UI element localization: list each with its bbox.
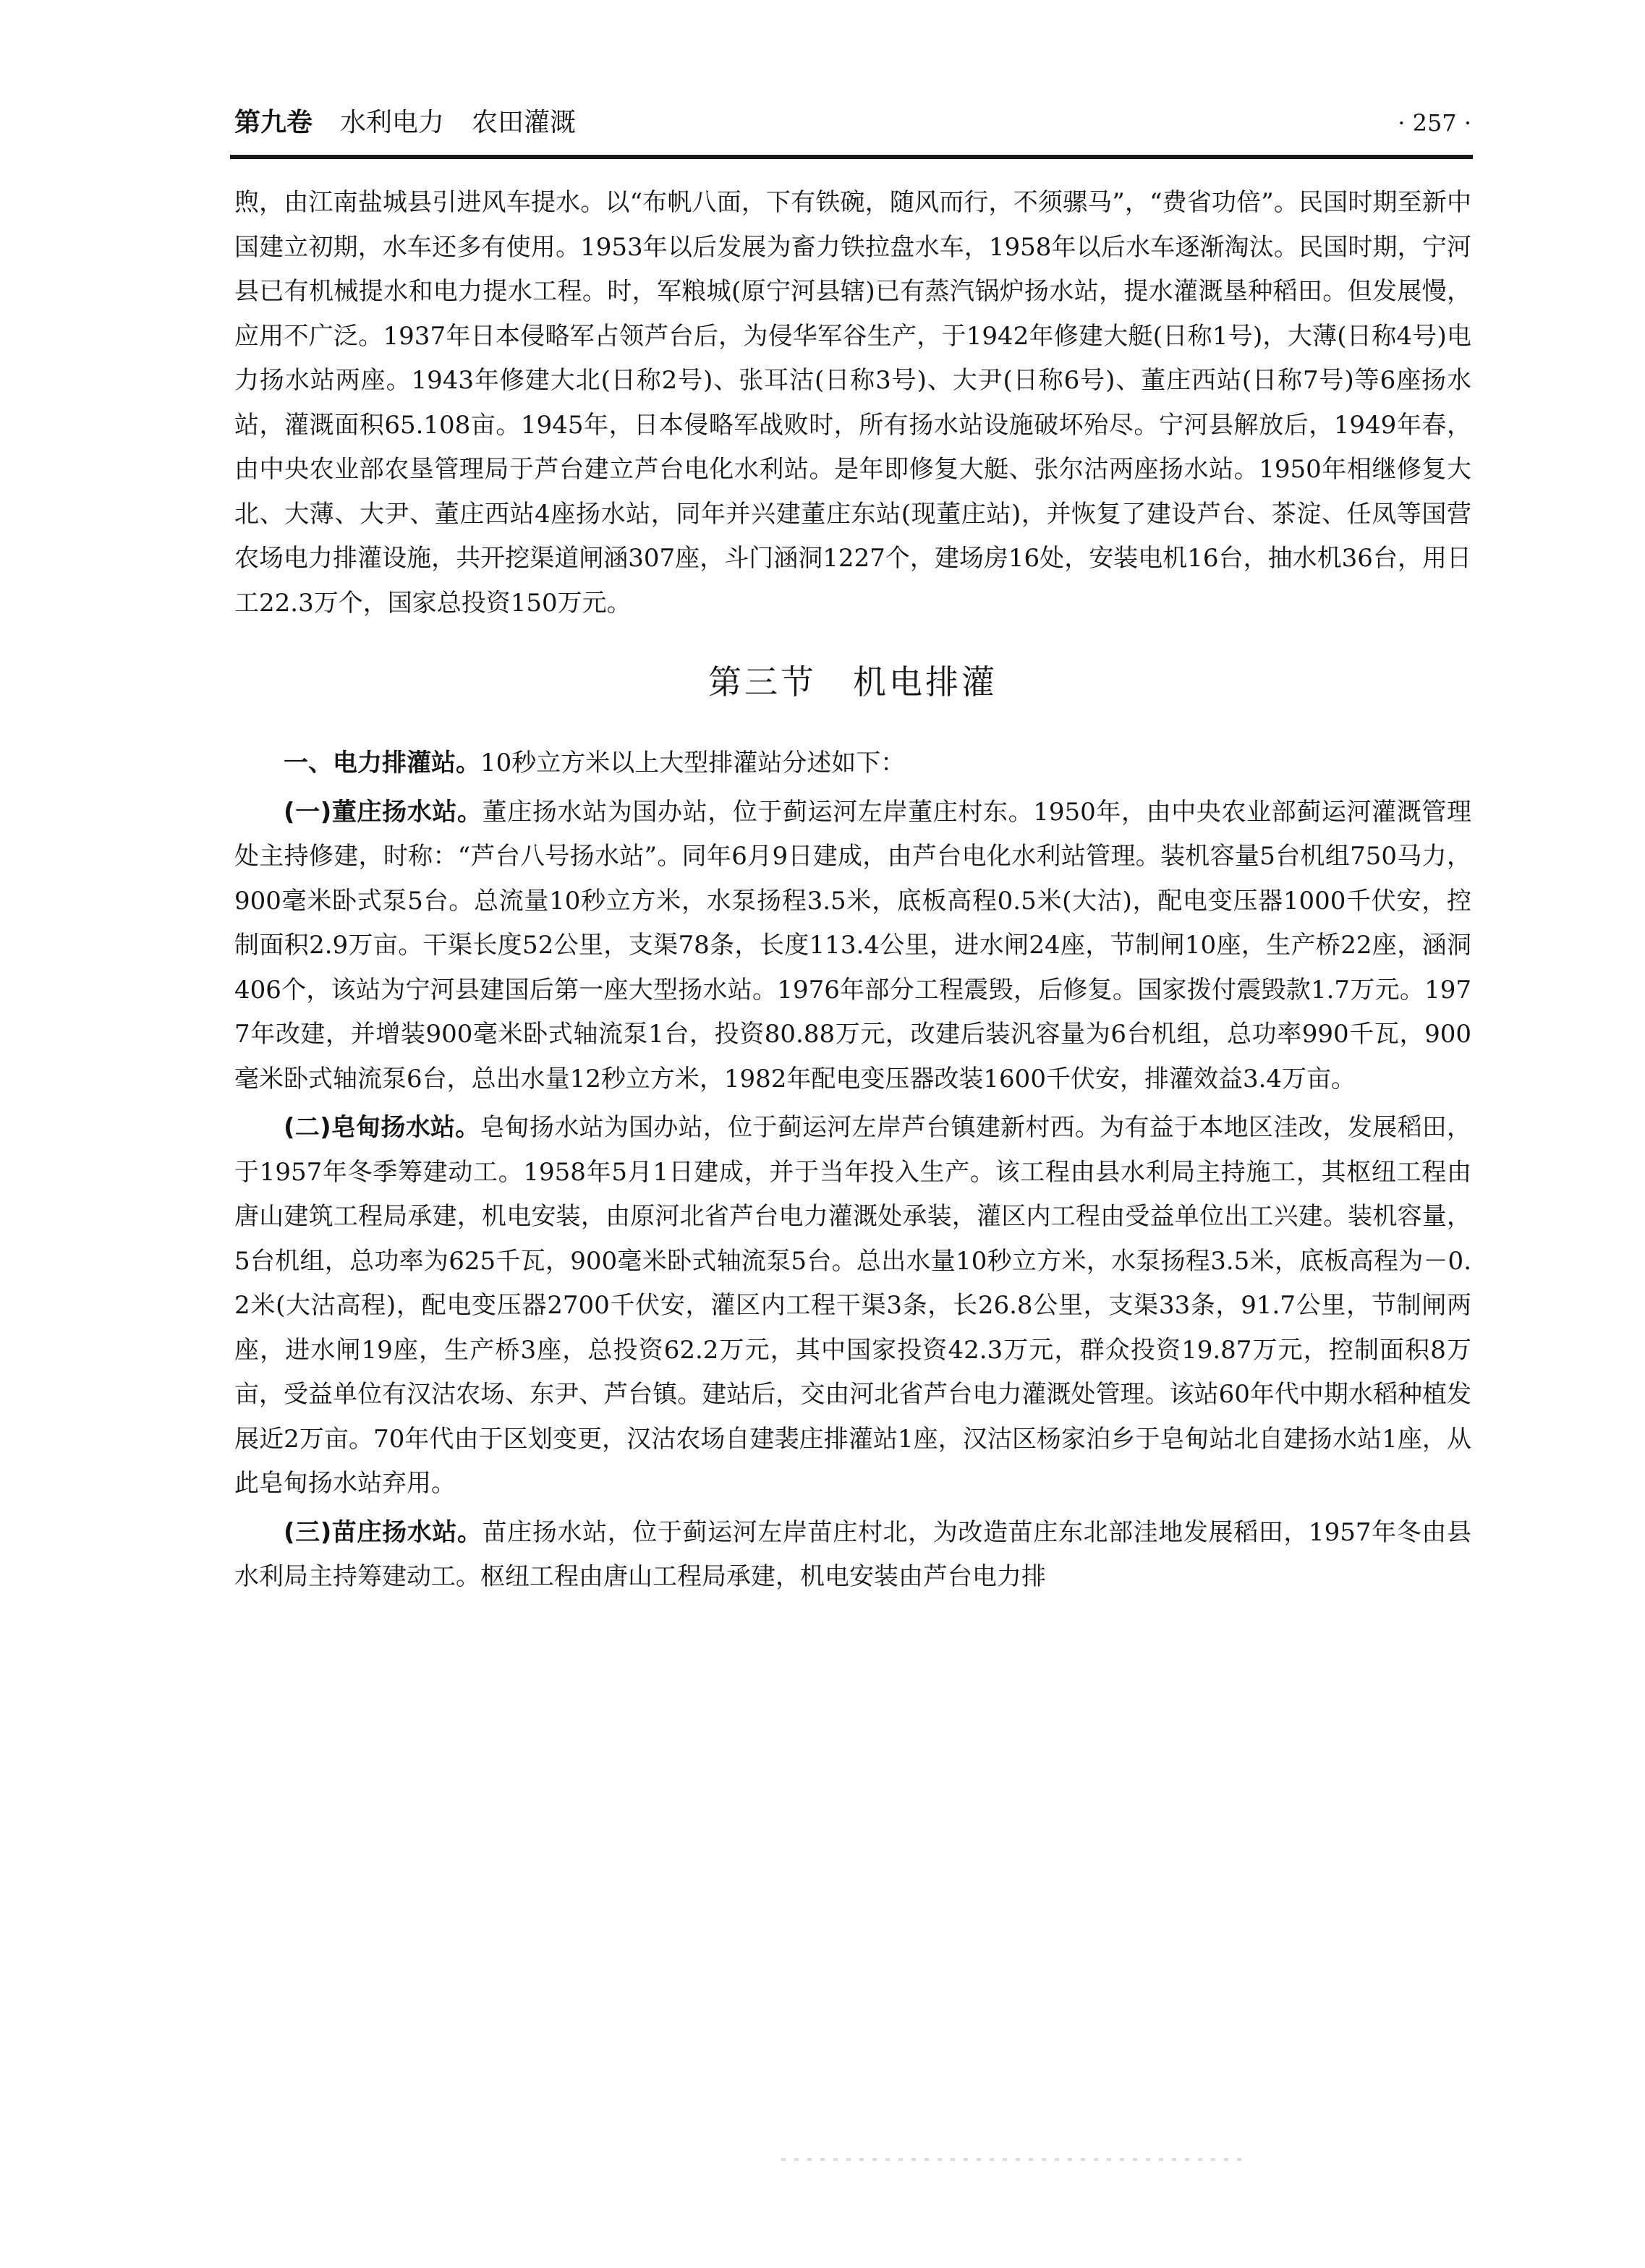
page-header — [234, 101, 1471, 145]
subsection-one-paragraph — [234, 741, 1471, 786]
scan-artifact — [781, 2158, 1244, 2161]
volume-label: 第九卷 — [234, 108, 313, 137]
page-body — [234, 181, 1471, 1600]
station-text-dongzhuang: 董庄扬水站为国办站，位于蓟运河左岸董庄村东。1950年，由中央农业部蓟运河灌溉管理处主持修建，时称：“芦台八号扬水站”。同年6月9日建成，由芦台电化水利站管理。装机容量5台机组750马力，900毫米卧式泵5台。总流量10秒立方米，水泵扬程3.5米，底板高程0.5米(大沽)，配电变压器1000千伏安，控制面积2.9万亩。干渠长度52公里，支渠78条，长度113.4公里，进水闸24座，节制闸10座，生产桥22座，涵洞406个，该站为宁河县建国后第一座大型扬水站。1976年部分工程震毁，后修复。国家拨付震毁款1.7万元。1977年改建，并增装900毫米卧式轴流泵1台，投资80.88万元，改建后装汎容量为6台机组，总功率990千瓦，900毫米卧式轴流泵6台，总出水量12秒立方米，1982年配电变压器改装1600千伏安，排灌效益3.4万亩。 — [234, 797, 1472, 1094]
station-paragraph-zaodian — [234, 1106, 1471, 1506]
station-text-miaozhuang: 苗庄扬水站，位于蓟运河左岸苗庄村北，为改造苗庄东北部洼地发展稻田，1957年冬由县水利局主持筹建动工。枢纽工程由唐山工程局承建，机电安装由芦台电力排 — [234, 1517, 1472, 1591]
subsection-one-heading: 一、电力排灌站。 — [284, 749, 480, 777]
station-heading-miaozhuang: (三)苗庄扬水站。 — [284, 1517, 483, 1547]
station-paragraph-dongzhuang — [234, 790, 1471, 1102]
section-label: 水利电力 — [340, 108, 445, 137]
subsection-one-text: 10秒立方米以上大型排灌站分述如下： — [480, 749, 906, 777]
station-heading-dongzhuang: (一)董庄扬水站。 — [284, 797, 483, 827]
page-number: · 257 · — [1398, 109, 1471, 137]
station-heading-zaodian: (二)皂甸扬水站。 — [284, 1113, 480, 1142]
section-title: 第三节 机电排灌 — [708, 662, 998, 702]
subsection-label: 农田灌溉 — [472, 108, 577, 137]
running-head — [234, 101, 576, 145]
header-rule — [230, 155, 1473, 159]
station-text-zaodian: 皂甸扬水站为国办站，位于蓟运河左岸芦台镇建新村西。为有益于本地区洼改，发展稻田，于1957年冬季筹建动工。1958年5月1日建成，并于当年投入生产。该工程由县水利局主持施工，其枢纽工程由唐山建筑工程局承建，机电安装，由原河北省芦台电力灌溉处承装，灌区内工程由受益单位出工兴建。装机容量，5台机组，总功率为625千瓦，900毫米卧式轴流泵5台。总出水量10秒立方米，水泵扬程3.5米，底板高程为－0.2米(大沽高程)，配电变压器2700千伏安，灌区内工程干渠3条，长26.8公里，支渠33条，91.7公里，节制闸两座，进水闸19座，生产桥3座，总投资62.2万元，其中国家投资42.3万元，群众投资19.87万元，控制面积8万亩，受益单位有汉沽农场、东尹、芦台镇。建站后，交由河北省芦台电力灌溉处管理。该站60年代中期水稻种植发展近2万亩。70年代由于区划变更，汉沽农场自建裴庄排灌站1座，汉沽区杨家泊乡于皂甸站北自建扬水站1座，从此皂甸扬水站弃用。 — [234, 1113, 1472, 1498]
station-paragraph-miaozhuang — [234, 1511, 1471, 1600]
intro-paragraph: 煦，由江南盐城县引进风车提水。以“布帆八面，下有铁碗，随风而行，不须骡马”，“费省功倍”。民国时期至新中国建立初期，水车还多有使用。1953年以后发展为畜力铁拉盘水车，1958年以后水车逐渐淘汰。民国时期，宁河县已有机械提水和电力提水工程。时，军粮城(原宁河县辖)已有蒸汽锅炉扬水站，提水灌溉垦种稻田。但发展慢，应用不广泛。1937年日本侵略军占领芦台后，为侵华军谷生产，于1942年修建大艇(日称1号)，大薄(日称4号)电力扬水站两座。1943年修建大北(日称2号)、张耳沽(日称3号)、大尹(日称6号)、董庄西站(日称7号)等6座扬水站，灌溉面积65.108亩。1945年，日本侵略军战败时，所有扬水站设施破坏殆尽。宁河县解放后，1949年春，由中央农业部农垦管理局于芦台建立芦台电化水利站。是年即修复大艇、张尔沽两座扬水站。1950年相继修复大北、大薄、大尹、董庄西站4座扬水站，同年并兴建董庄东站(现董庄站)，并恢复了建设芦台、茶淀、任凤等国营农场电力排灌设施，共开挖渠道闸涵307座，斗门涵洞1227个，建场房16处，安装电机16台，抽水机36台，用日工22.3万个，国家总投资150万元。 — [234, 188, 1471, 618]
